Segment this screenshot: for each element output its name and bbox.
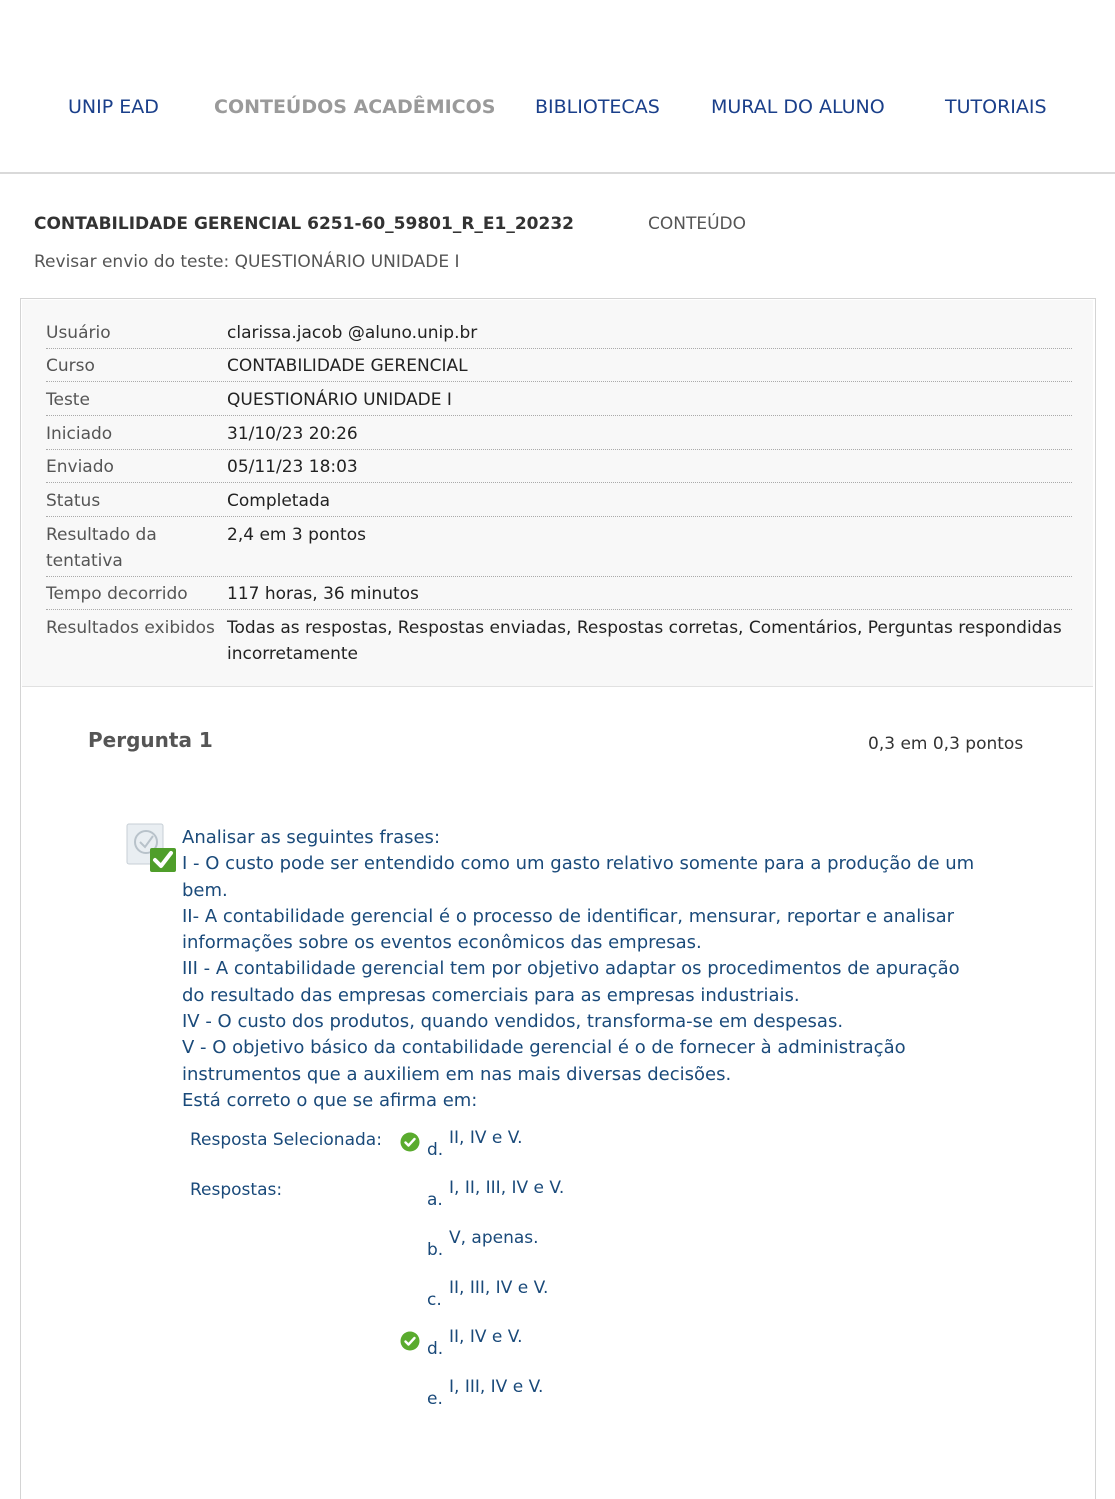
- answer-letter: e.: [427, 1389, 443, 1409]
- breadcrumb: Revisar envio do teste: QUESTIONÁRIO UNIDADE I: [34, 252, 460, 272]
- question-line: V - O objetivo básico da contabilidade gerencial é o de fornecer à administração instrumentos que a auxiliem em nas mais diversas decisões.: [182, 1037, 906, 1085]
- answer-letter: a.: [427, 1190, 443, 1210]
- check-icon: [400, 1132, 420, 1152]
- check-icon: [400, 1331, 420, 1351]
- question-line: I - O custo pode ser entendido como um gasto relativo somente para a produção de um bem.: [182, 853, 975, 901]
- answer-letter: c.: [427, 1290, 442, 1310]
- answer-text: I, II, III, IV e V.: [449, 1178, 565, 1198]
- info-label: Resultado da tentativa: [46, 525, 157, 571]
- info-row-teste: [46, 383, 1072, 416]
- info-row-resultado: [46, 518, 1072, 577]
- info-label: Enviado: [46, 457, 114, 477]
- attempt-info: [22, 300, 1093, 687]
- info-label: Resultados exibidos: [46, 618, 215, 638]
- info-row-enviado: [46, 450, 1072, 483]
- nav-tutoriais[interactable]: TUTORIAIS: [945, 96, 1047, 118]
- info-row-usuario: [46, 316, 1072, 349]
- answer-text: II, IV e V.: [449, 1327, 523, 1347]
- answer-letter: b.: [427, 1240, 444, 1260]
- answer-text: II, IV e V.: [449, 1128, 523, 1148]
- info-value: 117 horas, 36 minutos: [227, 584, 419, 604]
- info-label: Iniciado: [46, 424, 113, 444]
- info-value: QUESTIONÁRIO UNIDADE I: [227, 390, 452, 410]
- question-line: II- A contabilidade gerencial é o processo de identificar, mensurar, reportar e analisar informações sobre os eventos econômicos das empresas.: [182, 905, 955, 954]
- answer-text: I, III, IV e V.: [449, 1377, 544, 1397]
- question-line: Está correto o que se afirma em:: [182, 1089, 478, 1111]
- question-text: [182, 825, 982, 1114]
- nav-conteudos-academicos[interactable]: CONTEÚDOS ACADÊMICOS: [214, 96, 496, 118]
- info-value: 05/11/23 18:03: [227, 457, 358, 477]
- info-label: Tempo decorrido: [46, 584, 188, 604]
- nav-mural-do-aluno[interactable]: MURAL DO ALUNO: [711, 96, 885, 118]
- nav-bibliotecas[interactable]: BIBLIOTECAS: [535, 96, 660, 118]
- question-title: Pergunta 1: [88, 728, 213, 752]
- info-label: Status: [46, 491, 101, 511]
- info-value: clarissa.jacob @aluno.unip.br: [227, 323, 478, 343]
- answer-text: V, apenas.: [449, 1228, 539, 1248]
- info-label: Teste: [46, 390, 90, 410]
- answer-letter: d.: [427, 1140, 444, 1160]
- info-value: Todas as respostas, Respostas enviadas, Respostas corretas, Comentários, Perguntas respondidas incorretamente: [227, 618, 1062, 664]
- info-value: 31/10/23 20:26: [227, 424, 358, 444]
- info-label: Curso: [46, 356, 95, 376]
- selected-answer-label: Resposta Selecionada:: [190, 1130, 382, 1150]
- question-points: 0,3 em 0,3 pontos: [868, 734, 1024, 754]
- question-line: III - A contabilidade gerencial tem por objetivo adaptar os procedimentos de apuração do resultado das empresas comerciais para as empresas industriais.: [182, 958, 960, 1006]
- info-label: Usuário: [46, 323, 111, 343]
- info-row-curso: [46, 349, 1072, 382]
- info-row-resultados-exibidos: [46, 611, 1072, 669]
- answers-label: Respostas:: [190, 1180, 283, 1200]
- info-row-tempo: [46, 577, 1072, 610]
- info-value: Completada: [227, 491, 331, 511]
- content-link[interactable]: CONTEÚDO: [648, 214, 747, 234]
- nav-unip-ead[interactable]: UNIP EAD: [68, 96, 159, 118]
- course-title[interactable]: CONTABILIDADE GERENCIAL 6251-60_59801_R_E1_20232: [34, 214, 574, 234]
- info-row-status: [46, 484, 1072, 517]
- correct-answer-icon: [126, 822, 178, 874]
- answer-letter: d.: [427, 1339, 444, 1359]
- info-value: 2,4 em 3 pontos: [227, 525, 366, 545]
- top-navigation: [0, 0, 1115, 174]
- question-line: IV - O custo dos produtos, quando vendidos, transforma-se em despesas.: [182, 1011, 844, 1033]
- answer-text: II, III, IV e V.: [449, 1278, 549, 1298]
- info-value: CONTABILIDADE GERENCIAL: [227, 356, 468, 376]
- info-row-iniciado: [46, 417, 1072, 450]
- question-line: Analisar as seguintes frases:: [182, 827, 441, 848]
